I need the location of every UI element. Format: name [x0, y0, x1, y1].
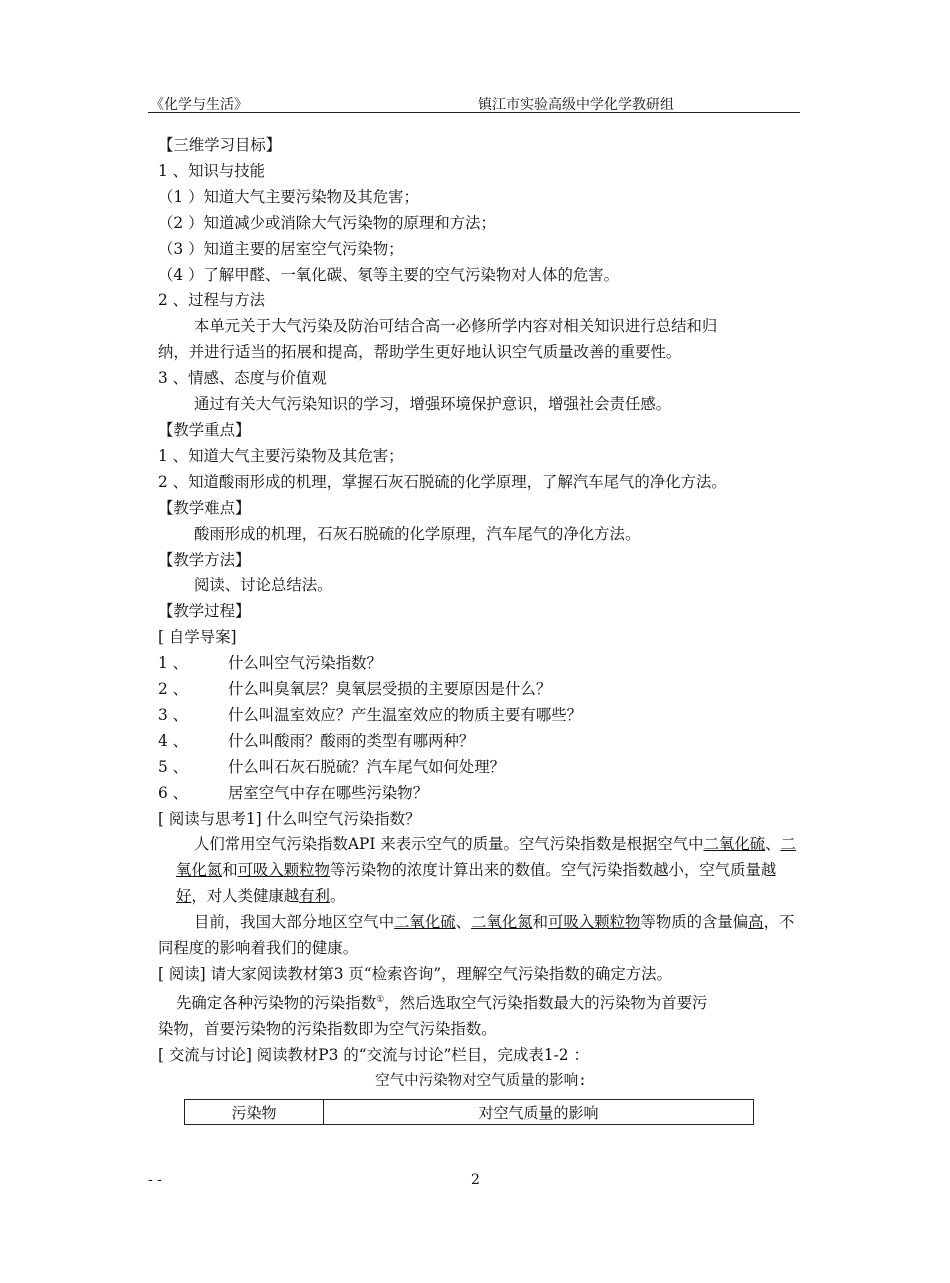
text-run: 。 [329, 887, 346, 906]
text-run: ，对人类健康越 [191, 887, 300, 906]
bracket-heading: [ 阅读与思考1] 什么叫空气污染指数？ [158, 809, 421, 828]
status-paragraph [158, 910, 804, 962]
key-point-item: 2 、知道酸雨形成的机理，掌握石灰石脱硫的化学原理，了解汽车尾气的净化方法。 [158, 472, 727, 491]
section-heading: 【教学重点】 [158, 420, 251, 439]
question-item [158, 781, 804, 807]
table-header-cell: 污染物 [185, 1100, 324, 1125]
bracket-heading: [ 自学导案] [158, 628, 237, 647]
paragraph-line: 本单元关于大气污染及防治可结合高一必修所学内容对相关知识进行总结和归 [194, 317, 718, 336]
subheading: 1 、知识与技能 [158, 161, 266, 180]
text-run: 和 [532, 913, 549, 932]
question-text: 居室空气中存在哪些污染物？ [228, 783, 429, 802]
text-run: 等污染物的浓度计算出来的数值。空气污染指数越小，空气质量越 [329, 861, 777, 880]
section-heading: 【三维学习目标】 [158, 136, 282, 154]
question-number: 2 、 [158, 680, 189, 699]
paragraph-line: 染物，首要污染物的污染指数即为空气污染指数。 [158, 1019, 497, 1038]
underlined-term: 二氧化氮 [176, 835, 796, 880]
subheading: 2 、过程与方法 [158, 291, 266, 310]
underlined-term: 可吸入颗粒物 [237, 861, 330, 880]
page-header [148, 96, 800, 113]
section-heading: 【教学方法】 [158, 550, 251, 569]
table-caption: 空气中污染物对空气质量的影响: [375, 1072, 587, 1089]
question-number: 1 、 [158, 654, 189, 673]
question-item [158, 755, 804, 781]
footnote-marker: ① [376, 994, 385, 1005]
bracket-heading: [ 交流与讨论] 阅读教材P3 的“交流与讨论”栏目，完成表1-2 ： [158, 1045, 589, 1064]
objective-item: （3 ）知道主要的居室空气污染物； [158, 239, 404, 258]
table-header-cell: 对空气质量的影响 [324, 1100, 754, 1125]
footer-dashes: - - [148, 1172, 162, 1188]
question-text: 什么叫石灰石脱硫？汽车尾气如何处理？ [228, 757, 506, 776]
question-item [158, 729, 804, 755]
text-run: 先确定各种污染物的污染指数 [176, 994, 377, 1013]
paragraph-line: 阅读、讨论总结法。 [194, 576, 333, 595]
question-number: 3 、 [158, 705, 189, 724]
paragraph-line: 通过有关大气污染知识的学习，增强环境保护意识，增强社会责任感。 [194, 395, 672, 414]
bracket-heading: [ 阅读] 请大家阅读教材第3 页“检索咨询”，理解空气污染指数的确定方法。 [158, 965, 672, 983]
objective-item: （1 ）知道大气主要污染物及其危害； [158, 187, 419, 206]
text-run: 、 [455, 913, 472, 932]
underlined-term: 有利 [299, 887, 330, 906]
question-number: 4 、 [158, 731, 189, 750]
section-heading: 【教学过程】 [158, 602, 251, 621]
question-text: 什么叫空气污染指数？ [228, 654, 382, 673]
objective-item: （4 ）了解甲醛、一氧化碳、氡等主要的空气污染物对人体的危害。 [158, 265, 620, 284]
text-run: 目前，我国大部分地区空气中 [194, 913, 395, 932]
text-run: ，不同程度的影响着我们的健康。 [158, 913, 795, 958]
objective-item: （2 ）知道减少或消除大气污染物的原理和方法； [158, 213, 496, 232]
header-department: 镇江市实验高级中学化学教研组 [478, 97, 674, 113]
text-run: 人们常用空气污染指数API 来表示空气的质量。空气污染指数是根据空气中 [194, 835, 704, 854]
underlined-term: 二氧化硫 [394, 913, 456, 932]
question-item [158, 703, 804, 729]
text-run: 、 [765, 835, 781, 854]
underlined-term: 二氧化硫 [703, 835, 766, 854]
key-point-item: 1 、知道大气主要污染物及其危害； [158, 446, 404, 465]
subheading: 3 、情感、态度与价值观 [158, 369, 327, 388]
paragraph-line: 纳，并进行适当的拓展和提高，帮助学生更好地认识空气质量改善的重要性。 [158, 343, 682, 362]
page-number: 2 [471, 1172, 480, 1188]
header-book-title: 《化学与生活》 [150, 97, 248, 113]
question-text: 什么叫臭氧层？臭氧层受损的主要原因是什么？ [228, 680, 552, 699]
question-number: 6 、 [158, 783, 189, 802]
pollutant-table [184, 1099, 754, 1125]
text-run: 和 [222, 861, 238, 880]
paragraph-line [158, 988, 804, 1017]
document-body [158, 133, 804, 1095]
underlined-term: 好 [176, 887, 192, 906]
question-number: 5 、 [158, 757, 189, 776]
table-header-row [185, 1100, 754, 1125]
question-text: 什么叫温室效应？产生温室效应的物质主要有哪些？ [228, 705, 582, 724]
underlined-term: 高 [748, 913, 764, 932]
paragraph-line: 酸雨形成的机理，石灰石脱硫的化学原理，汽车尾气的净化方法。 [194, 524, 641, 543]
text-run: ，然后选取空气污染指数最大的污染物为首要污 [384, 994, 708, 1013]
section-heading: 【教学难点】 [158, 498, 251, 517]
question-item [158, 651, 804, 677]
api-paragraph [158, 832, 804, 910]
question-text: 什么叫酸雨？酸雨的类型有哪两种？ [228, 731, 475, 750]
text-run: 等物质的含量偏 [640, 913, 749, 932]
underlined-term: 二氧化氮 [471, 913, 533, 932]
question-item [158, 677, 804, 703]
underlined-term: 可吸入颗粒物 [548, 913, 641, 932]
